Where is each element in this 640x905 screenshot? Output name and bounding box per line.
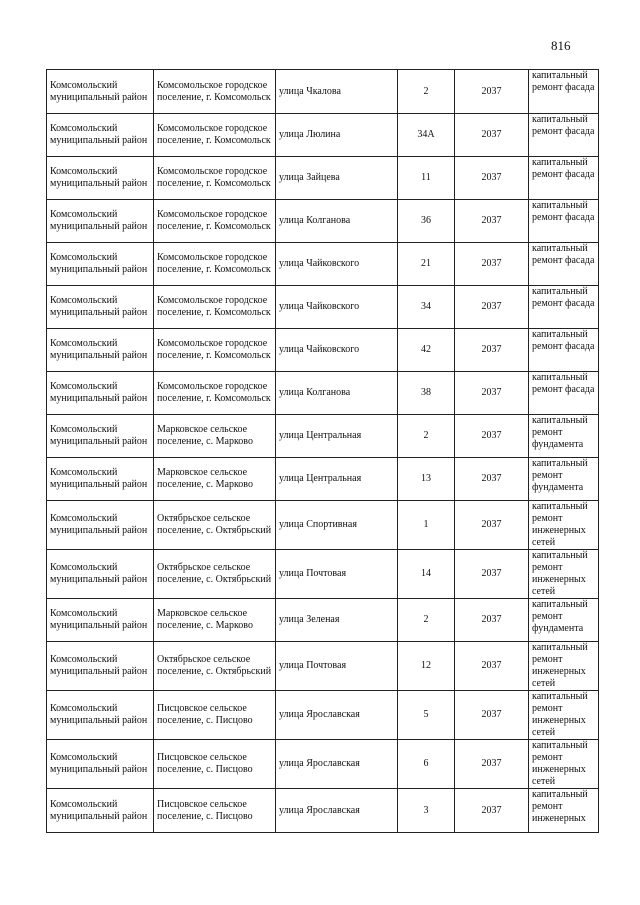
work-type-cell: капитальный ремонт фасада <box>529 157 599 200</box>
work-type-cell: капитальный ремонт фасада <box>529 243 599 286</box>
house-number-cell: 13 <box>398 458 455 501</box>
street-cell: улица Чайковского <box>276 329 398 372</box>
district-cell: Комсомольский муниципальный район <box>47 329 154 372</box>
work-type-cell: капитальный ремонт инженерных сетей <box>529 691 599 740</box>
settlement-cell: Марковское сельское поселение, с. Марково <box>154 415 276 458</box>
street-cell: улица Почтовая <box>276 550 398 599</box>
district-cell: Комсомольский муниципальный район <box>47 200 154 243</box>
settlement-cell: Комсомольское городское поселение, г. Комсомольск <box>154 200 276 243</box>
house-number-cell: 14 <box>398 550 455 599</box>
settlement-cell: Октябрьское сельское поселение, с. Октябрьский <box>154 642 276 691</box>
street-cell: улица Ярославская <box>276 740 398 789</box>
work-type-cell: капитальный ремонт фасада <box>529 114 599 157</box>
table-row <box>47 286 599 329</box>
settlement-cell: Октябрьское сельское поселение, с. Октябрьский <box>154 501 276 550</box>
work-type-cell: капитальный ремонт инженерных сетей <box>529 642 599 691</box>
year-cell: 2037 <box>455 243 529 286</box>
settlement-cell: Писцовское сельское поселение, с. Писцово <box>154 789 276 833</box>
street-cell: улица Колганова <box>276 200 398 243</box>
district-cell: Комсомольский муниципальный район <box>47 458 154 501</box>
work-type-cell: капитальный ремонт фасада <box>529 70 599 114</box>
settlement-cell: Писцовское сельское поселение, с. Писцово <box>154 691 276 740</box>
settlement-cell: Комсомольское городское поселение, г. Комсомольск <box>154 372 276 415</box>
street-cell: улица Колганова <box>276 372 398 415</box>
year-cell: 2037 <box>455 372 529 415</box>
table-row <box>47 458 599 501</box>
street-cell: улица Центральная <box>276 458 398 501</box>
table-row <box>47 243 599 286</box>
year-cell: 2037 <box>455 415 529 458</box>
street-cell: улица Зеленая <box>276 599 398 642</box>
house-number-cell: 2 <box>398 415 455 458</box>
table-row <box>47 789 599 833</box>
district-cell: Комсомольский муниципальный район <box>47 415 154 458</box>
year-cell: 2037 <box>455 789 529 833</box>
year-cell: 2037 <box>455 642 529 691</box>
street-cell: улица Люлина <box>276 114 398 157</box>
year-cell: 2037 <box>455 70 529 114</box>
district-cell: Комсомольский муниципальный район <box>47 501 154 550</box>
street-cell: улица Чайковского <box>276 243 398 286</box>
table-row <box>47 329 599 372</box>
work-type-cell: капитальный ремонт инженерных <box>529 789 599 833</box>
year-cell: 2037 <box>455 458 529 501</box>
repair-schedule-table <box>46 69 599 833</box>
street-cell: улица Спортивная <box>276 501 398 550</box>
settlement-cell: Комсомольское городское поселение, г. Комсомольск <box>154 243 276 286</box>
table-row <box>47 157 599 200</box>
table-row <box>47 415 599 458</box>
year-cell: 2037 <box>455 329 529 372</box>
street-cell: улица Почтовая <box>276 642 398 691</box>
district-cell: Комсомольский муниципальный район <box>47 286 154 329</box>
table-row <box>47 740 599 789</box>
table-row <box>47 114 599 157</box>
work-type-cell: капитальный ремонт фундамента <box>529 458 599 501</box>
work-type-cell: капитальный ремонт фасада <box>529 286 599 329</box>
work-type-cell: капитальный ремонт инженерных сетей <box>529 501 599 550</box>
table-row <box>47 372 599 415</box>
work-type-cell: капитальный ремонт инженерных сетей <box>529 740 599 789</box>
year-cell: 2037 <box>455 200 529 243</box>
work-type-cell: капитальный ремонт фасада <box>529 200 599 243</box>
settlement-cell: Марковское сельское поселение, с. Марково <box>154 458 276 501</box>
year-cell: 2037 <box>455 286 529 329</box>
table-row <box>47 501 599 550</box>
table-row <box>47 599 599 642</box>
year-cell: 2037 <box>455 501 529 550</box>
street-cell: улица Центральная <box>276 415 398 458</box>
street-cell: улица Ярославская <box>276 789 398 833</box>
district-cell: Комсомольский муниципальный район <box>47 740 154 789</box>
district-cell: Комсомольский муниципальный район <box>47 70 154 114</box>
district-cell: Комсомольский муниципальный район <box>47 599 154 642</box>
street-cell: улица Чкалова <box>276 70 398 114</box>
house-number-cell: 2 <box>398 599 455 642</box>
work-type-cell: капитальный ремонт фундамента <box>529 599 599 642</box>
table-row <box>47 691 599 740</box>
page-number: 816 <box>551 38 571 53</box>
house-number-cell: 36 <box>398 200 455 243</box>
street-cell: улица Ярославская <box>276 691 398 740</box>
house-number-cell: 34А <box>398 114 455 157</box>
district-cell: Комсомольский муниципальный район <box>47 157 154 200</box>
settlement-cell: Октябрьское сельское поселение, с. Октябрьский <box>154 550 276 599</box>
district-cell: Комсомольский муниципальный район <box>47 642 154 691</box>
house-number-cell: 11 <box>398 157 455 200</box>
work-type-cell: капитальный ремонт фасада <box>529 329 599 372</box>
table-body <box>47 70 599 833</box>
year-cell: 2037 <box>455 599 529 642</box>
year-cell: 2037 <box>455 157 529 200</box>
year-cell: 2037 <box>455 691 529 740</box>
district-cell: Комсомольский муниципальный район <box>47 243 154 286</box>
work-type-cell: капитальный ремонт фасада <box>529 372 599 415</box>
settlement-cell: Марковское сельское поселение, с. Марково <box>154 599 276 642</box>
table-row <box>47 70 599 114</box>
work-type-cell: капитальный ремонт инженерных сетей <box>529 550 599 599</box>
house-number-cell: 6 <box>398 740 455 789</box>
settlement-cell: Комсомольское городское поселение, г. Комсомольск <box>154 70 276 114</box>
street-cell: улица Чайковского <box>276 286 398 329</box>
district-cell: Комсомольский муниципальный район <box>47 114 154 157</box>
house-number-cell: 42 <box>398 329 455 372</box>
settlement-cell: Комсомольское городское поселение, г. Комсомольск <box>154 329 276 372</box>
settlement-cell: Комсомольское городское поселение, г. Комсомольск <box>154 114 276 157</box>
settlement-cell: Комсомольское городское поселение, г. Комсомольск <box>154 286 276 329</box>
table-row <box>47 200 599 243</box>
year-cell: 2037 <box>455 550 529 599</box>
district-cell: Комсомольский муниципальный район <box>47 372 154 415</box>
district-cell: Комсомольский муниципальный район <box>47 789 154 833</box>
house-number-cell: 21 <box>398 243 455 286</box>
year-cell: 2037 <box>455 114 529 157</box>
house-number-cell: 5 <box>398 691 455 740</box>
year-cell: 2037 <box>455 740 529 789</box>
work-type-cell: капитальный ремонт фундамента <box>529 415 599 458</box>
house-number-cell: 12 <box>398 642 455 691</box>
table-row <box>47 550 599 599</box>
house-number-cell: 1 <box>398 501 455 550</box>
street-cell: улица Зайцева <box>276 157 398 200</box>
district-cell: Комсомольский муниципальный район <box>47 550 154 599</box>
house-number-cell: 34 <box>398 286 455 329</box>
settlement-cell: Писцовское сельское поселение, с. Писцово <box>154 740 276 789</box>
house-number-cell: 3 <box>398 789 455 833</box>
house-number-cell: 38 <box>398 372 455 415</box>
settlement-cell: Комсомольское городское поселение, г. Комсомольск <box>154 157 276 200</box>
district-cell: Комсомольский муниципальный район <box>47 691 154 740</box>
house-number-cell: 2 <box>398 70 455 114</box>
table-row <box>47 642 599 691</box>
